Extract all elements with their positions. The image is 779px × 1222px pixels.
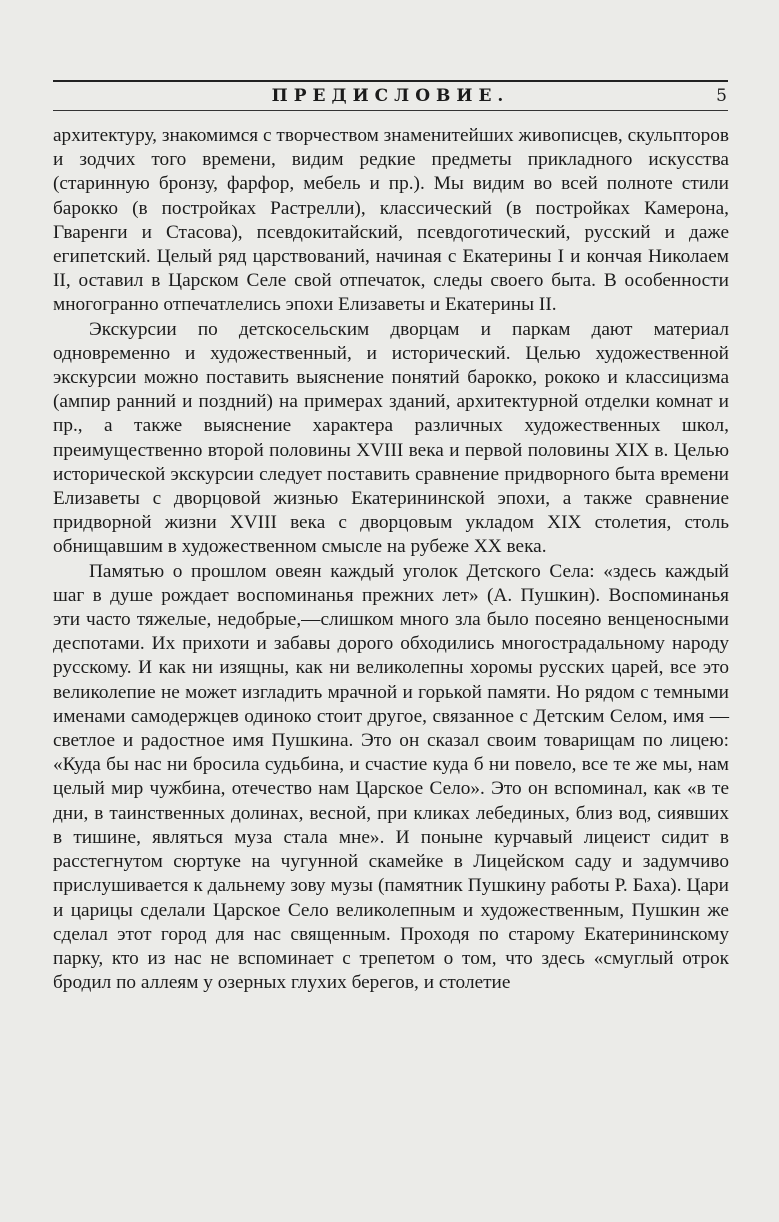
- running-head-title: ПРЕДИСЛОВИЕ.: [271, 86, 510, 106]
- header-rule-bottom: [53, 110, 728, 111]
- body-text: [53, 124, 729, 995]
- paragraph-3: Памятью о прошлом овеян каждый уголок Детского Села: «здесь каждый шаг в душе рождает воспоминанья прежних лет» (А. Пушкин). Воспоминанья эти часто тяжелые, недобрые,—слишком много зла было посеяно венценосными деспотами. Их прихоти и забавы дорого обходились многострадальному народу русскому. И как ни изящны, как ни великолепны хоромы русских царей, все это великолепие не может изгладить мрачной и горькой памяти. Но рядом с темными именами самодержцев одиноко стоит другое, связанное с Детским Селом, имя — светлое и радостное имя Пушкина. Это он сказал своим товарищам по лицею: «Куда бы нас ни бросила судьбина, и счастие куда б ни повело, все те же мы, нам целый мир чужбина, отечество нам Царское Село». Это он вспоминал, как «в те дни, в таинственных долинах, весной, при кликах лебединых, близ вод, сиявших в тишине, являться муза стала мне». И поныне курчавый лицеист сидит в расстегнутом сюртуке на чугунной скамейке в Лицейском саду и задумчиво прислушивается к дальнему зову музы (памятник Пушкину работы Р. Баха). Цари и царицы сделали Царское Село великолепным и художественным, Пушкин же сделал этот город для нас священным. Проходя по старому Екатерининскому парку, кто из нас не вспоминает с трепетом о том, что здесь «смуглый отрок бродил по аллеям у озерных глухих берегов, и столетие: [53, 560, 729, 994]
- page-number: 5: [716, 86, 727, 106]
- paragraph-1: архитектуру, знакомимся с творчеством знаменитейших живописцев, скульпторов и зодчих того времени, видим редкие предметы прикладного искусства (старинную бронзу, фарфор, мебель и пр.). Мы видим во всей полноте стили барокко (в постройках Растрелли), классический (в постройках Камерона, Гваренги и Стасова), псевдокитайский, псевдоготический, русский и даже египетский. Целый ряд царствований, начиная с Екатерины I и кончая Николаем II, оставил в Царском Селе свой отпечаток, следы своего быта. В особенности многогранно отпечатлелись эпохи Елизаветы и Екатерины II.: [53, 125, 729, 316]
- header-rule-top: [53, 80, 728, 82]
- paragraph-2: Экскурсии по детскосельским дворцам и паркам дают материал одновременно и художественный, и исторический. Целью художественной экскурсии можно поставить выяснение понятий барокко, рококо и классицизма (ампир ранний и поздний) на примерах зданий, архитектурной отделки комнат и пр., а также выяснение характера различных художественных школ, преимущественно второй половины XVIII века и первой половины XIX в. Целью исторической экскурсии следует поставить сравнение придворного быта времени Елизаветы с дворцовой жизнью Екатерининской эпохи, а также сравнение придворной жизни XVIII века с дворцовым укладом XIX столетия, столь обнищавшим в художественном смысле на рубеже XX века.: [53, 318, 729, 558]
